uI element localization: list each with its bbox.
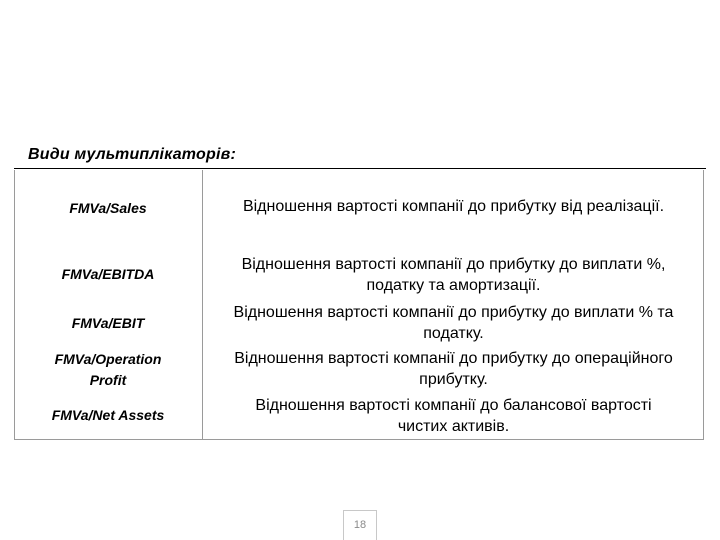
term-cell-ebit xyxy=(14,313,202,334)
definition-cell-ebitda xyxy=(203,254,704,296)
term-label: FMVa/Operation xyxy=(54,351,162,367)
term-label: FMVa/EBIT xyxy=(71,315,145,331)
definition-text-continued: податку та амортизації. xyxy=(366,277,541,294)
page-number: 18 xyxy=(353,519,367,531)
term-label-continued: Profit xyxy=(89,372,127,388)
term-cell-ebitda xyxy=(14,264,202,285)
definition-text: Відношення вартості компанії до балансової вартості xyxy=(255,397,652,414)
definition-text: Відношення вартості компанії до прибутку від реалізації. xyxy=(242,198,665,215)
definition-cell-operation-profit xyxy=(203,348,704,390)
heading-divider xyxy=(14,168,706,169)
term-label: FMVa/EBITDA xyxy=(61,266,155,282)
term-label: FMVa/Net Assets xyxy=(51,407,165,423)
definition-text: Відношення вартості компанії до прибутку до операційного xyxy=(234,350,673,367)
definition-cell-sales xyxy=(203,196,704,217)
definition-text: Відношення вартості компанії до прибутку до виплати % та xyxy=(233,304,674,321)
definition-cell-net-assets xyxy=(203,395,704,437)
term-cell-operation-profit xyxy=(14,349,202,391)
definition-text-continued: податку. xyxy=(423,325,484,342)
definition-cell-ebit xyxy=(203,302,704,344)
definition-text-continued: чистих активів. xyxy=(397,418,510,435)
term-cell-net-assets xyxy=(14,405,202,426)
definition-text-continued: прибутку. xyxy=(419,371,488,388)
term-cell-sales xyxy=(14,198,202,219)
definition-text: Відношення вартості компанії до прибутку до виплати %, xyxy=(241,256,666,273)
slide-heading: Види мультиплікаторів: xyxy=(28,146,237,163)
term-label: FMVa/Sales xyxy=(69,200,147,216)
